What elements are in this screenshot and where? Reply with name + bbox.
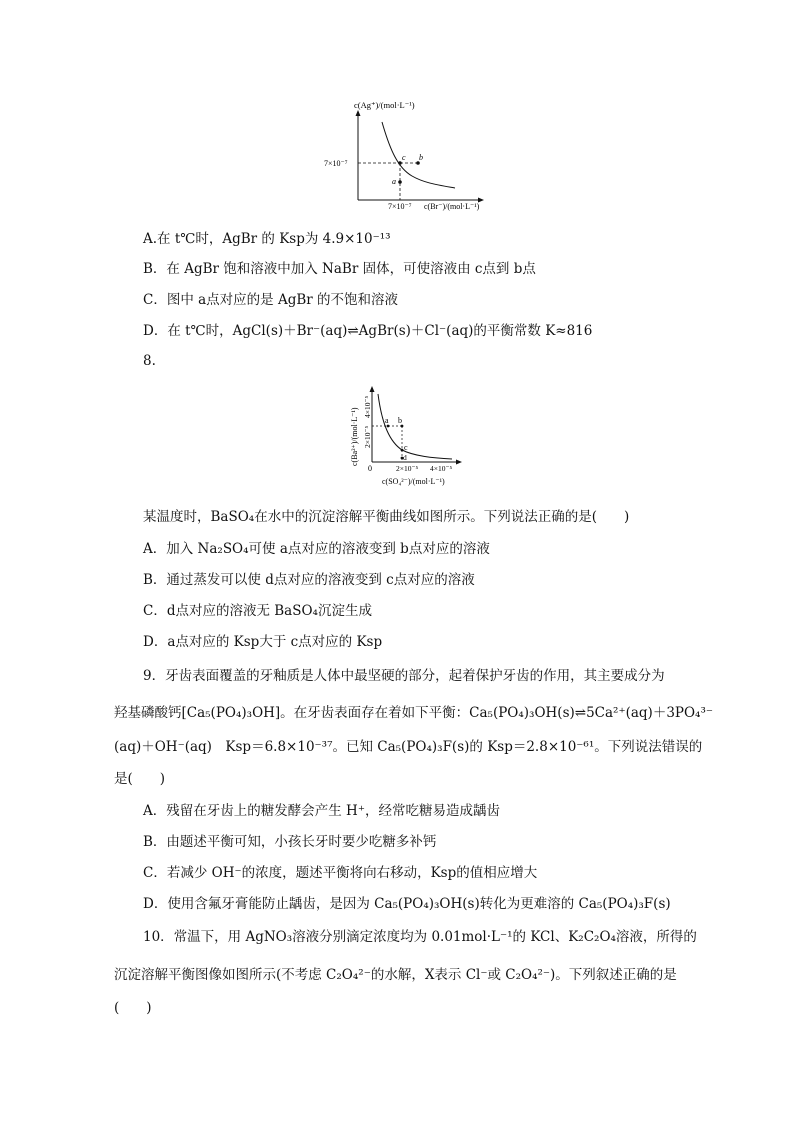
- fig2-x-tick-4: 4×10⁻⁵: [430, 464, 453, 473]
- fig1-y-tick: 7×10⁻⁷: [324, 159, 348, 168]
- fig2-y-label: c(Ba²⁺)/(mol·L⁻¹): [350, 407, 359, 466]
- fig2-point-a: [387, 425, 390, 428]
- q9-option-d: D．使用含氟牙膏能防止龋齿，是因为 Ca₅(PO₄)₃OH(s)转化为更难溶的 Ca₅(PO₄)₃F(s): [143, 896, 671, 912]
- fig2-point-c: [401, 449, 404, 452]
- fig1-x-label: c(Br⁻)/(mol·L⁻¹): [424, 202, 480, 211]
- fig1-y-label: c(Ag⁺)/(mol·L⁻¹): [354, 100, 415, 110]
- q7-option-a: A.在 t℃时，AgBr 的 Ksp为 4.9×10⁻¹³: [143, 231, 391, 247]
- q7-option-c: C．图中 a点对应的是 AgBr 的不饱和溶液: [143, 292, 399, 308]
- q9-stem-line-3: (aq)＋OH⁻(aq) Ksp＝6.8×10⁻³⁷。已知 Ca₅(PO₄)₃F(s)的 Ksp＝2.8×10⁻⁶¹。下列说法错误的: [114, 739, 703, 755]
- q8-stem: 某温度时，BaSO₄在水中的沉淀溶解平衡曲线如图所示。下列说法正确的是( ): [143, 509, 630, 525]
- fig1-label-b: b: [419, 153, 423, 162]
- q9-stem-line-2: 羟基磷酸钙[Ca₅(PO₄)₃OH]。在牙齿表面存在着如下平衡：Ca₅(PO₄)₃OH(s)⇌5Ca²⁺(aq)＋3PO₄³⁻: [114, 705, 714, 721]
- q8-number: 8.: [143, 353, 156, 369]
- q10-stem-line-3: ( ): [114, 1000, 152, 1016]
- fig2-label-c: c: [404, 443, 408, 452]
- q9-stem-line-4: 是( ): [114, 771, 166, 787]
- q8-option-d: D．a点对应的 Ksp大于 c点对应的 Ksp: [143, 634, 383, 650]
- figure-agbr-solubility: [320, 100, 510, 215]
- fig2-x-label: c(SO₄²⁻)/(mol·L⁻¹): [382, 477, 445, 486]
- fig2-x-tick-0: 0: [368, 464, 372, 473]
- fig1-y-arrow: [356, 110, 361, 116]
- fig2-y-tick-2: 2×10⁻⁵: [363, 425, 372, 448]
- q7-option-d: D．在 t℃时，AgCl(s)＋Br⁻(aq)⇌AgBr(s)＋Cl⁻(aq)的平衡常数 K≈816: [143, 323, 593, 339]
- fig2-point-b: [401, 425, 404, 428]
- q9-option-c: C．若减少 OH⁻的浓度，题述平衡将向右移动，Ksp的值相应增大: [143, 865, 538, 881]
- q7-option-b: B．在 AgBr 饱和溶液中加入 NaBr 固体，可使溶液由 c点到 b点: [143, 261, 536, 277]
- q10-stem-line-2: 沉淀溶解平衡图像如图所示(不考虑 C₂O₄²⁻的水解，X表示 Cl⁻或 C₂O₄²⁻)。下列叙述正确的是: [114, 967, 677, 983]
- fig1-label-c: c: [402, 153, 406, 162]
- q9-option-b: B．由题述平衡可知，小孩长牙时要少吃糖多补钙: [143, 834, 437, 850]
- q8-option-b: B．通过蒸发可以使 d点对应的溶液变到 c点对应的溶液: [143, 572, 475, 588]
- fig2-y-tick-4: 4×10⁻⁵: [363, 395, 372, 418]
- fig2-label-d: d: [403, 453, 407, 462]
- fig2-label-a: a: [385, 416, 389, 425]
- fig1-label-a: a: [392, 177, 396, 186]
- q9-option-a: A．残留在牙齿上的糖发酵会产生 H⁺，经常吃糖易造成龋齿: [143, 803, 500, 819]
- q8-option-a: A．加入 Na₂SO₄可使 a点对应的溶液变到 b点对应的溶液: [143, 541, 490, 557]
- q8-option-c: C．d点对应的溶液无 BaSO₄沉淀生成: [143, 603, 372, 619]
- q9-stem-line-1: 9．牙齿表面覆盖的牙釉质是人体中最坚硬的部分，起着保护牙齿的作用，其主要成分为: [143, 668, 665, 684]
- fig2-x-arrow: [456, 460, 462, 465]
- q10-stem-line-1: 10．常温下，用 AgNO₃溶液分别滴定浓度均为 0.01mol·L⁻¹的 KCl、K₂C₂O₄溶液，所得的: [143, 929, 697, 945]
- fig2-x-tick-2: 2×10⁻⁵: [396, 464, 419, 473]
- fig1-point-a: [398, 180, 402, 184]
- fig1-x-tick: 7×10⁻⁷: [388, 202, 412, 211]
- fig2-label-b: b: [398, 416, 402, 425]
- fig2-y-arrow: [370, 386, 375, 392]
- figure-baso4-solubility: [340, 380, 475, 490]
